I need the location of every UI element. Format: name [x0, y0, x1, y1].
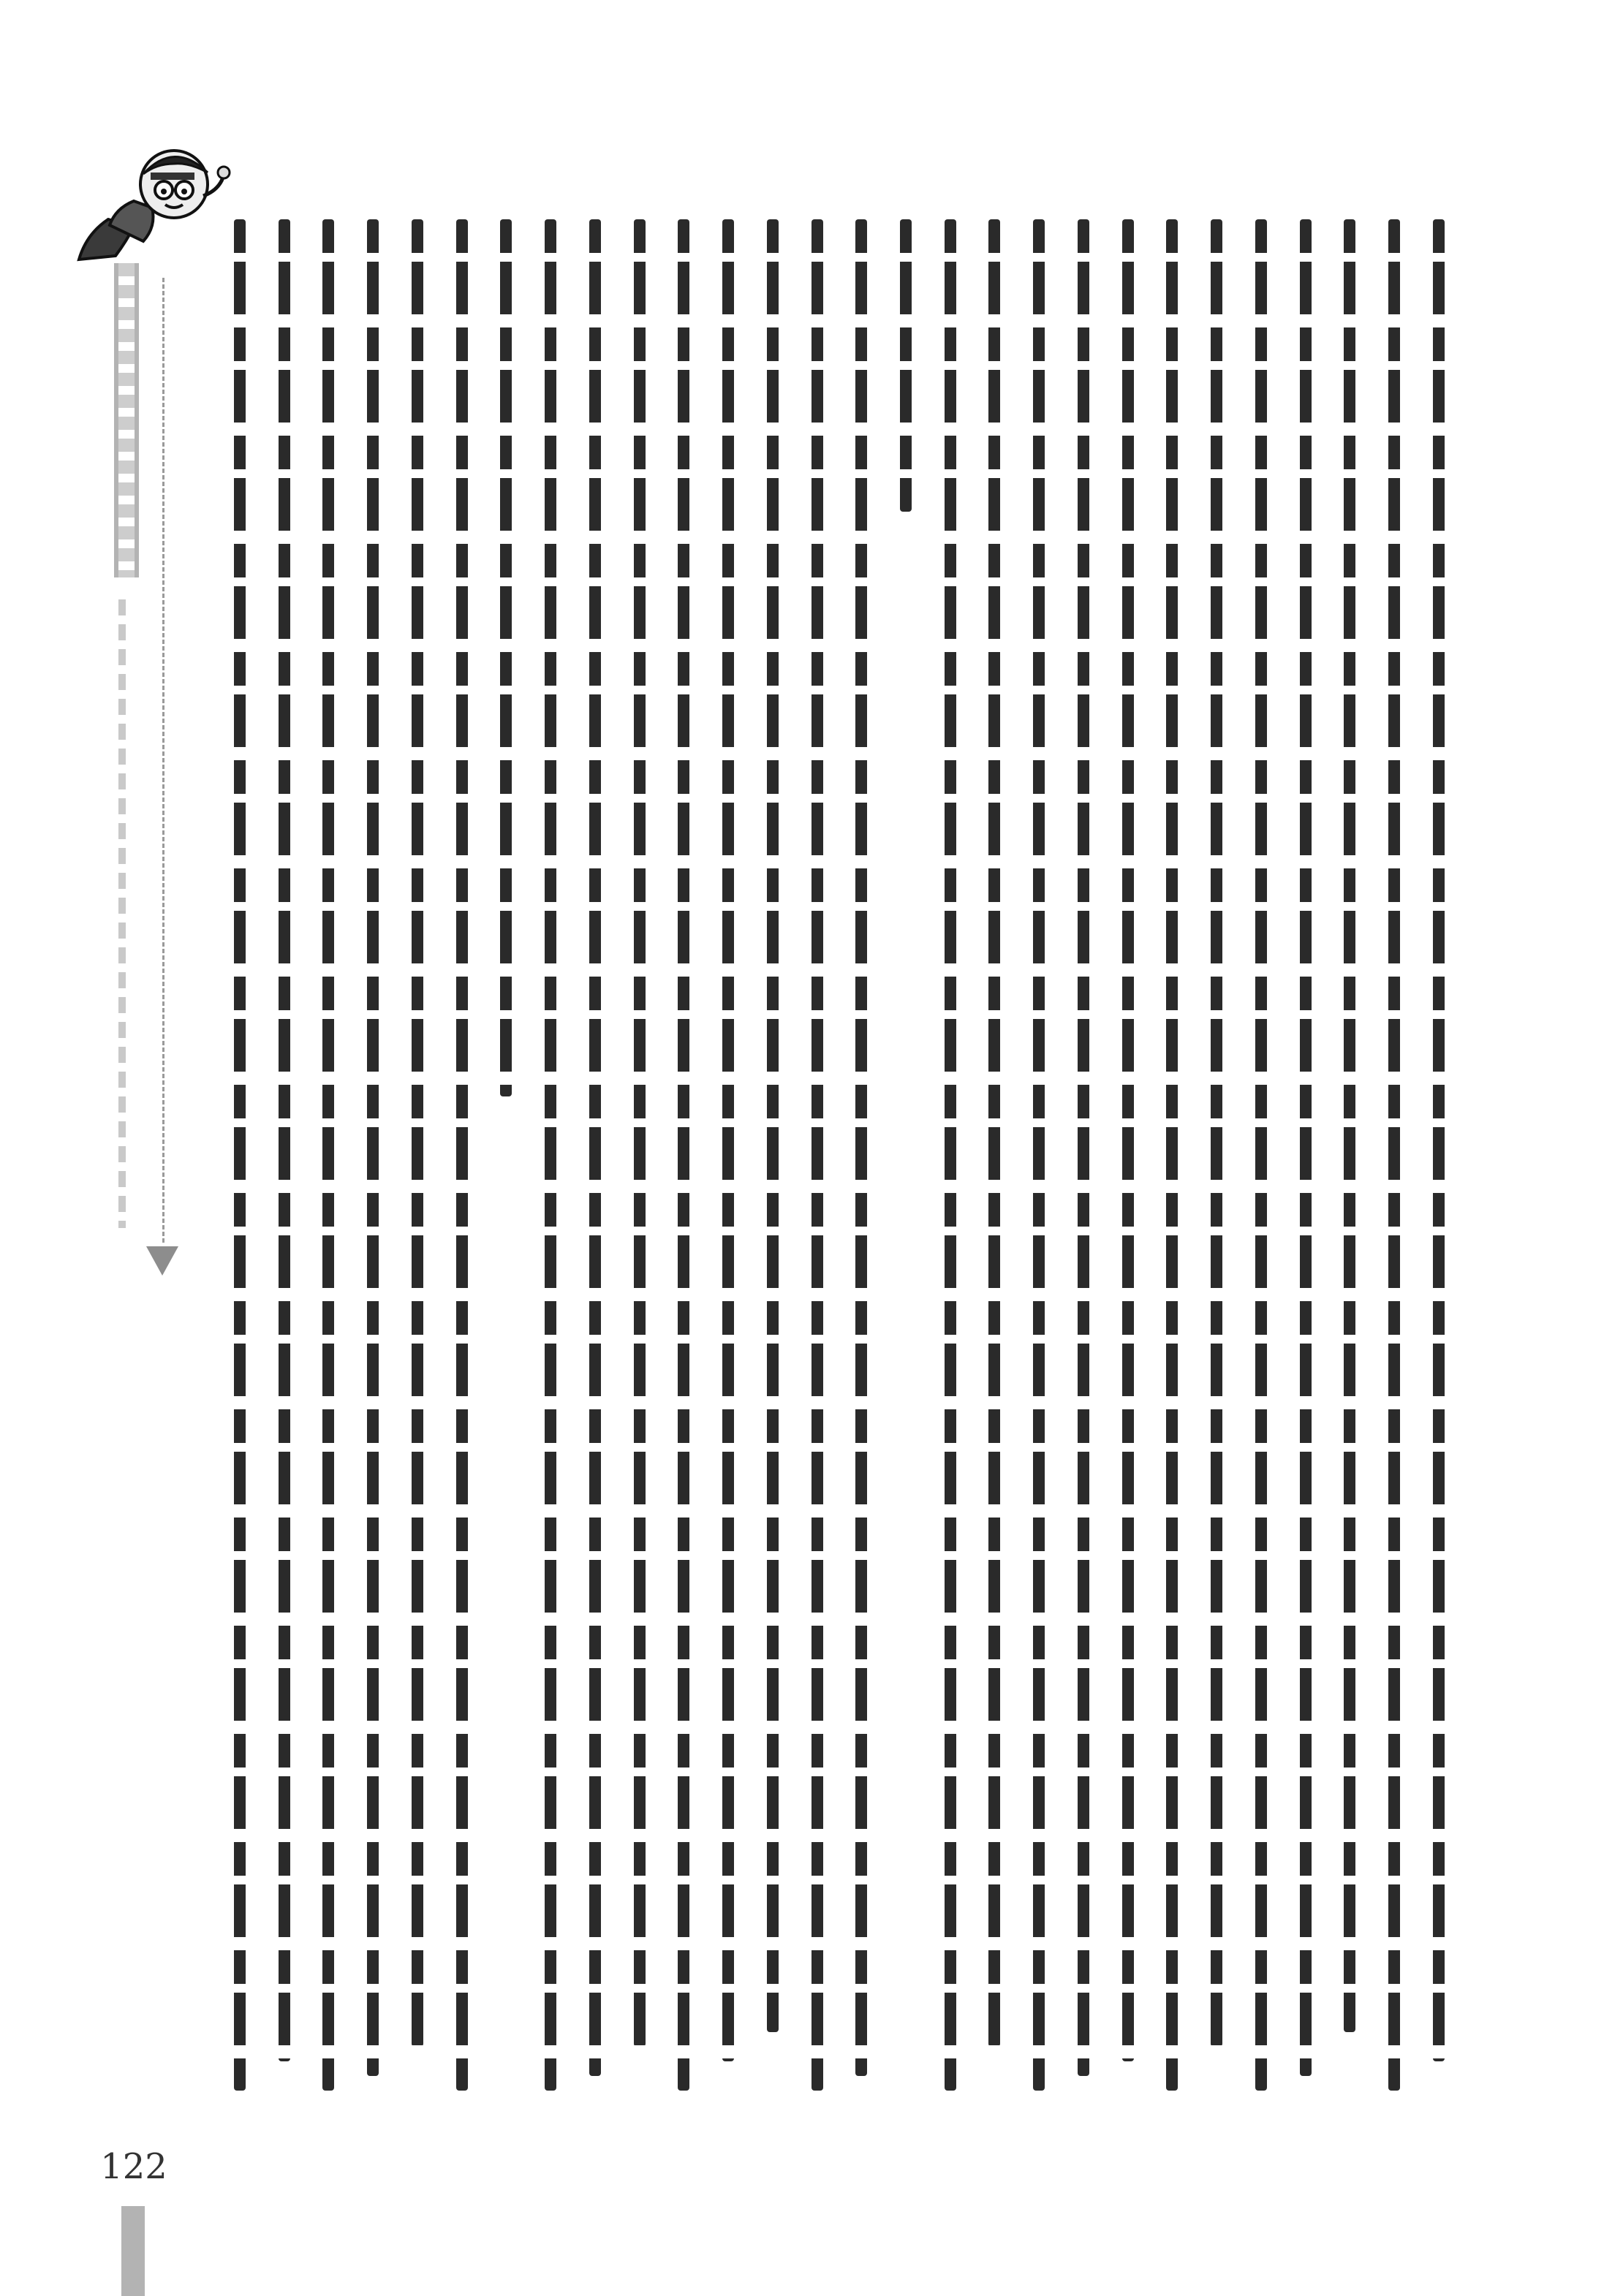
running-header — [88, 263, 168, 1228]
text-column — [308, 219, 352, 2091]
script-glyph-run — [1388, 219, 1400, 2091]
script-glyph-run — [855, 219, 867, 2076]
text-column — [974, 219, 1018, 2091]
text-column — [1108, 219, 1151, 2091]
script-glyph-run — [1166, 219, 1178, 2091]
script-glyph-run — [279, 219, 290, 2061]
script-glyph-run — [945, 219, 956, 2091]
script-glyph-run — [678, 219, 689, 2091]
text-column — [841, 219, 885, 2091]
text-column — [352, 219, 396, 2091]
text-column — [575, 219, 618, 2091]
script-glyph-run — [988, 219, 1000, 2047]
script-glyph-run — [722, 219, 734, 2061]
page-number: 122 — [100, 2146, 167, 2187]
text-column — [708, 219, 752, 2091]
script-glyph-run — [900, 219, 912, 512]
text-column — [1151, 219, 1195, 2091]
script-glyph-run — [1433, 219, 1445, 2061]
script-glyph-run — [545, 219, 556, 2091]
script-glyph-run — [456, 219, 468, 2091]
text-column — [1285, 219, 1329, 2091]
text-column — [1018, 219, 1062, 2091]
cartoon-kid-mascot-icon — [64, 132, 232, 270]
text-column — [663, 219, 707, 2091]
text-column — [264, 219, 308, 2091]
script-glyph-run — [367, 219, 379, 2076]
script-glyph-run — [1033, 219, 1045, 2091]
running-header-subtitle-shape — [118, 599, 126, 1228]
text-column — [485, 219, 529, 2091]
script-glyph-run — [1211, 219, 1222, 2047]
text-column — [397, 219, 441, 2091]
script-glyph-run — [1255, 219, 1267, 2091]
text-column — [1196, 219, 1240, 2091]
script-glyph-run — [634, 219, 646, 2047]
script-glyph-run — [1078, 219, 1089, 2076]
running-header-title-shape — [114, 263, 139, 577]
body-text — [219, 219, 1462, 2091]
triangle-marker-icon — [146, 1246, 178, 1276]
script-glyph-run — [812, 219, 823, 2091]
page-edge-marker — [121, 2206, 145, 2296]
text-column — [1329, 219, 1373, 2091]
text-column — [1063, 219, 1107, 2091]
script-glyph-run — [1300, 219, 1312, 2076]
text-column — [752, 219, 796, 2091]
text-column — [930, 219, 974, 2091]
text-column — [1241, 219, 1285, 2091]
script-glyph-run — [1122, 219, 1134, 2061]
text-column — [885, 219, 929, 2091]
text-column — [619, 219, 663, 2091]
text-column — [442, 219, 485, 2091]
script-glyph-run — [412, 219, 423, 2047]
text-column — [797, 219, 841, 2091]
script-glyph-run — [589, 219, 601, 2076]
text-column — [1418, 219, 1462, 2091]
text-column — [1374, 219, 1418, 2091]
script-glyph-run — [322, 219, 334, 2091]
text-column — [219, 219, 263, 2091]
script-glyph-run — [767, 219, 779, 2032]
dashed-divider — [162, 278, 164, 1243]
text-column — [530, 219, 574, 2091]
script-glyph-run — [234, 219, 246, 2091]
script-glyph-run — [1344, 219, 1355, 2032]
script-glyph-run — [500, 219, 512, 1096]
